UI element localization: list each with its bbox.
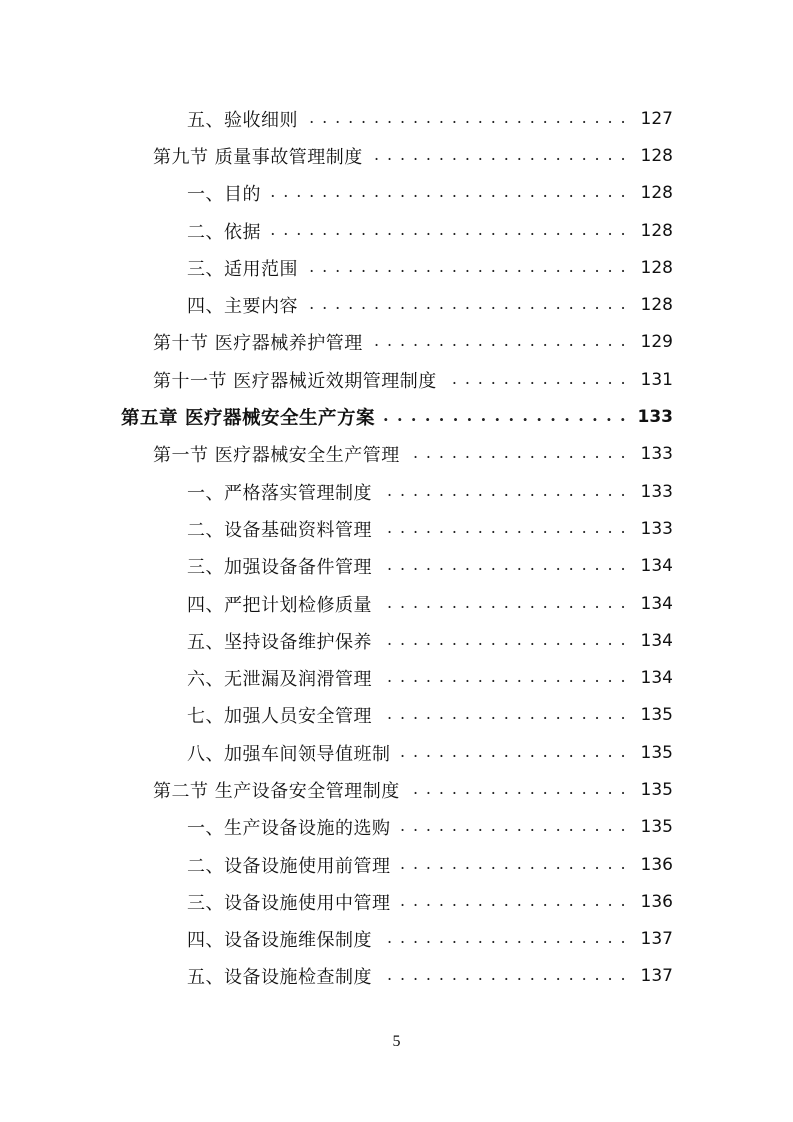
toc-entry-title: 一、严格落实管理制度 bbox=[187, 479, 378, 505]
toc-entry-page: 128 bbox=[640, 257, 673, 278]
toc-subsection-entry[interactable] bbox=[0, 697, 793, 734]
toc-subsection-entry[interactable] bbox=[0, 212, 793, 249]
toc-entry-title: 六、无泄漏及润滑管理 bbox=[187, 665, 378, 691]
toc-entry-page: 128 bbox=[640, 220, 673, 241]
toc-section-entry[interactable] bbox=[0, 436, 793, 473]
toc-entry-page: 129 bbox=[640, 332, 673, 353]
toc-entry-page: 136 bbox=[640, 891, 673, 912]
toc-entry-page: 128 bbox=[640, 295, 673, 316]
toc-entry-title: 四、主要内容 bbox=[187, 292, 304, 318]
dot-leader bbox=[304, 296, 627, 314]
toc-subsection-entry[interactable] bbox=[0, 921, 793, 958]
toc-entry-page: 134 bbox=[640, 556, 673, 577]
toc-entry-page: 134 bbox=[640, 630, 673, 651]
toc-subsection-entry[interactable] bbox=[0, 510, 793, 547]
toc-entry-title: 八、加强车间领导值班制 bbox=[187, 740, 397, 766]
toc-chapter-entry[interactable] bbox=[0, 398, 793, 435]
toc-subsection-entry[interactable] bbox=[0, 883, 793, 920]
toc-entry-page: 135 bbox=[640, 742, 673, 763]
dot-leader bbox=[378, 520, 627, 538]
toc-entry-title: 第九节 质量事故管理制度 bbox=[153, 143, 369, 169]
dot-leader bbox=[369, 333, 627, 351]
toc-entry-title: 五、坚持设备维护保养 bbox=[187, 628, 378, 654]
dot-leader bbox=[397, 893, 628, 911]
dot-leader bbox=[378, 557, 627, 575]
dot-leader bbox=[378, 595, 627, 613]
dot-leader bbox=[406, 781, 627, 799]
dot-leader bbox=[267, 184, 627, 202]
toc-entry-title: 五、设备设施检查制度 bbox=[187, 963, 378, 989]
toc-subsection-entry[interactable] bbox=[0, 846, 793, 883]
toc-subsection-entry[interactable] bbox=[0, 175, 793, 212]
toc-entry-title: 四、严把计划检修质量 bbox=[187, 591, 378, 617]
toc-entry-page: 131 bbox=[640, 369, 673, 390]
toc-entry-page: 128 bbox=[640, 145, 673, 166]
toc-section-entry[interactable] bbox=[0, 361, 793, 398]
dot-leader bbox=[378, 632, 627, 650]
toc-entry-title: 三、适用范围 bbox=[187, 255, 304, 281]
dot-leader bbox=[378, 483, 627, 501]
toc-entry-page: 135 bbox=[640, 779, 673, 800]
toc-entry-title: 七、加强人员安全管理 bbox=[187, 702, 378, 728]
toc-entry-page: 137 bbox=[640, 929, 673, 950]
dot-leader bbox=[304, 259, 627, 277]
toc-entry-page: 134 bbox=[640, 668, 673, 689]
table-of-contents bbox=[0, 100, 793, 995]
toc-section-entry[interactable] bbox=[0, 771, 793, 808]
toc-subsection-entry[interactable] bbox=[0, 100, 793, 137]
toc-entry-page: 128 bbox=[640, 183, 673, 204]
toc-subsection-entry[interactable] bbox=[0, 548, 793, 585]
toc-subsection-entry[interactable] bbox=[0, 659, 793, 696]
toc-section-entry[interactable] bbox=[0, 137, 793, 174]
toc-section-entry[interactable] bbox=[0, 324, 793, 361]
toc-entry-title: 三、加强设备备件管理 bbox=[187, 553, 378, 579]
toc-entry-page: 135 bbox=[640, 705, 673, 726]
toc-entry-title: 一、目的 bbox=[187, 180, 267, 206]
dot-leader bbox=[378, 930, 627, 948]
dot-leader bbox=[381, 408, 627, 426]
dot-leader bbox=[267, 222, 627, 240]
toc-entry-title: 二、设备设施使用前管理 bbox=[187, 852, 397, 878]
toc-entry-page: 134 bbox=[640, 593, 673, 614]
dot-leader bbox=[378, 669, 627, 687]
toc-entry-title: 第二节 生产设备安全管理制度 bbox=[153, 777, 406, 803]
toc-entry-page: 133 bbox=[640, 518, 673, 539]
toc-subsection-entry[interactable] bbox=[0, 249, 793, 286]
toc-entry-title: 五、验收细则 bbox=[187, 106, 304, 132]
toc-subsection-entry[interactable] bbox=[0, 622, 793, 659]
toc-entry-title: 三、设备设施使用中管理 bbox=[187, 889, 397, 915]
page-number: 5 bbox=[392, 1033, 401, 1050]
toc-entry-page: 136 bbox=[640, 854, 673, 875]
toc-subsection-entry[interactable] bbox=[0, 286, 793, 323]
toc-entry-page: 133 bbox=[640, 444, 673, 465]
toc-entry-title: 第一节 医疗器械安全生产管理 bbox=[153, 441, 406, 467]
toc-entry-page: 135 bbox=[640, 817, 673, 838]
toc-entry-title: 二、设备基础资料管理 bbox=[187, 516, 378, 542]
toc-entry-title: 四、设备设施维保制度 bbox=[187, 926, 378, 952]
toc-entry-page: 133 bbox=[640, 481, 673, 502]
dot-leader bbox=[443, 371, 627, 389]
toc-subsection-entry[interactable] bbox=[0, 585, 793, 622]
dot-leader bbox=[378, 967, 627, 985]
dot-leader bbox=[304, 110, 627, 128]
toc-subsection-entry[interactable] bbox=[0, 473, 793, 510]
toc-entry-page: 137 bbox=[640, 966, 673, 987]
toc-entry-page: 133 bbox=[637, 407, 673, 428]
toc-entry-title: 第十一节 医疗器械近效期管理制度 bbox=[153, 367, 443, 393]
toc-subsection-entry[interactable] bbox=[0, 809, 793, 846]
toc-entry-title: 第五章 医疗器械安全生产方案 bbox=[121, 404, 381, 430]
toc-entry-title: 第十节 医疗器械养护管理 bbox=[153, 329, 369, 355]
dot-leader bbox=[378, 706, 627, 724]
toc-entry-page: 127 bbox=[640, 108, 673, 129]
toc-subsection-entry[interactable] bbox=[0, 958, 793, 995]
dot-leader bbox=[369, 147, 627, 165]
dot-leader bbox=[397, 818, 628, 836]
toc-subsection-entry[interactable] bbox=[0, 734, 793, 771]
dot-leader bbox=[397, 744, 628, 762]
dot-leader bbox=[397, 856, 628, 874]
dot-leader bbox=[406, 445, 627, 463]
toc-entry-title: 二、依据 bbox=[187, 218, 267, 244]
toc-entry-title: 一、生产设备设施的选购 bbox=[187, 814, 397, 840]
